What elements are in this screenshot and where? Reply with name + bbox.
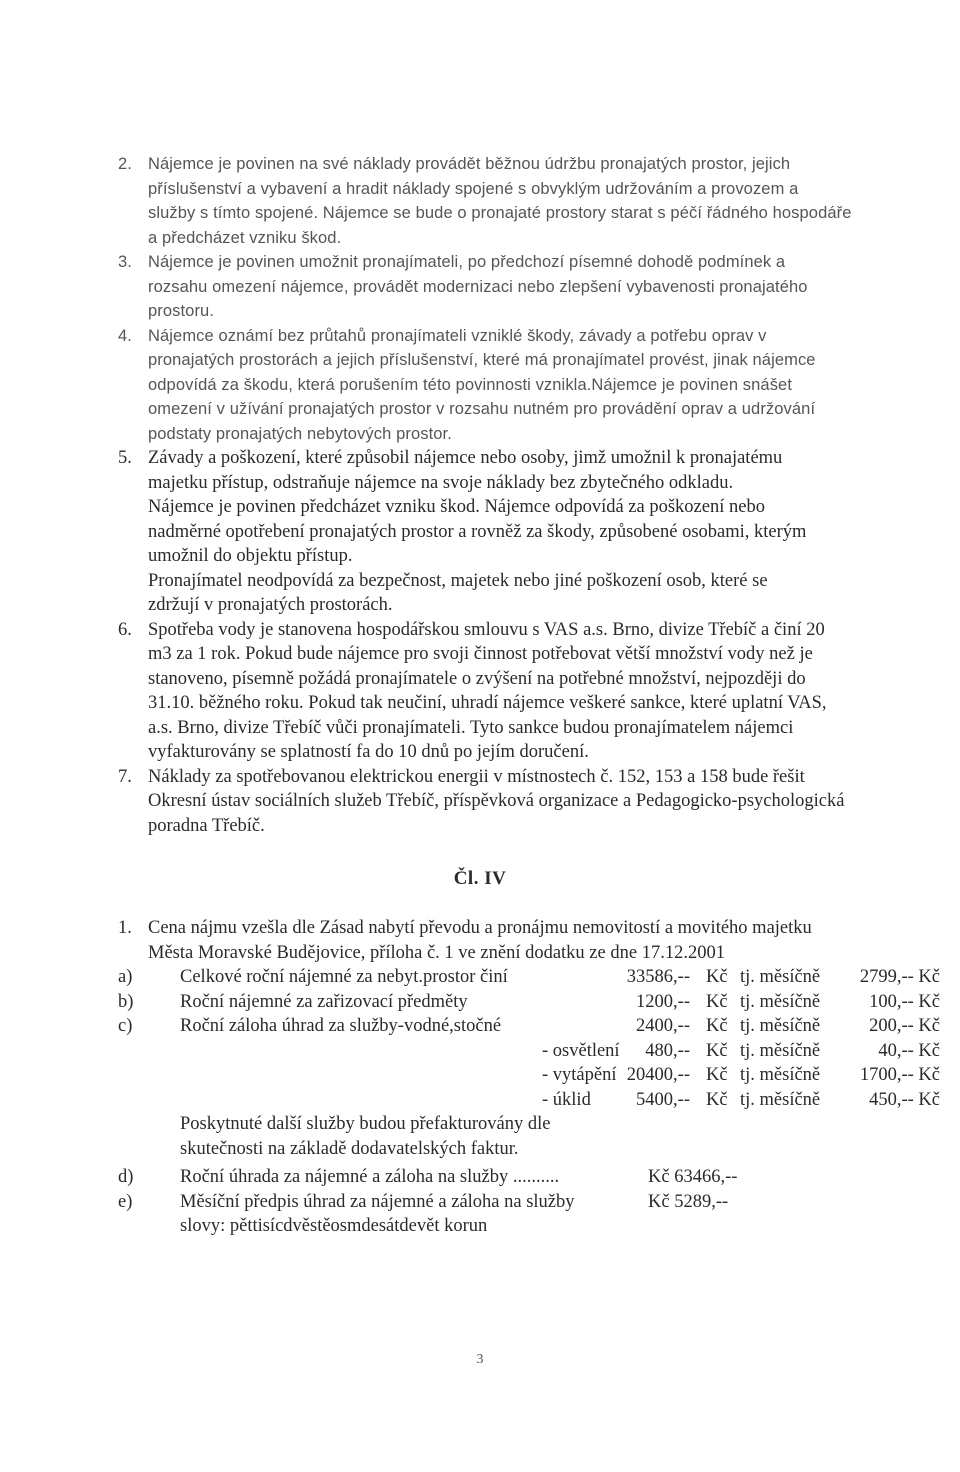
row-d-value: Kč 63466,-- (648, 1167, 738, 1187)
note-line-1 (110, 1112, 940, 1137)
list-item-number: 3. (118, 253, 132, 271)
list-item-line: Náklady za spotřebovanou elektrickou energii v místnostech č. 152, 153 a 158 bude řešit (148, 766, 805, 787)
list-item-line: 31.10. běžného roku. Pokud tak neučiní, uhradí nájemce veškeré sankce, které uplatní VAS, (148, 693, 827, 713)
list-item-line: prostoru. (148, 302, 215, 320)
list-item-line: Okresní ústav sociálních služeb Třebíč, příspěvková organizace a Pedagogicko-psychologická (148, 791, 845, 811)
price-row-tj: tj. měsíčně (740, 1089, 821, 1110)
price-row-desc: Roční záloha úhrad za služby-vodné,stočné (180, 1016, 502, 1036)
note-line-2 (110, 1137, 940, 1162)
list-item-line: podstaty pronajatých nebytových prostor. (148, 424, 452, 443)
price-row-amount: 5400,-- (636, 1089, 690, 1110)
list-item-line: poradna Třebíč. (148, 815, 265, 836)
price-row-amount: 33586,-- (626, 967, 690, 987)
price-row-cur: Kč (706, 991, 728, 1012)
list-item-line: a předcházet vzniku škod. (148, 228, 342, 247)
price-row-tj: tj. měsíčně (740, 1065, 821, 1085)
list-item (110, 618, 930, 765)
list-item (110, 152, 930, 250)
list-item-line: Spotřeba vody je stanovena hospodářskou smlouvu s VAS a.s. Brno, divize Třebíč a činí 20 (148, 619, 825, 640)
section-heading: Čl. IV (453, 868, 507, 889)
list-item-line: majetku přístup, odstraňuje nájemce na svoje náklady bez zbytečného odkladu. (148, 472, 734, 493)
price-row-desc: Roční nájemné za zařizovací předměty (180, 991, 468, 1012)
price-row-monthly: 2799,-- Kč (859, 967, 940, 987)
row-d-text: Roční úhrada za nájemné a záloha na služby .......... (180, 1167, 560, 1187)
item-1-text-2: Města Moravské Budějovice, příloha č. 1 ve znění dodatku ze dne 17.12.2001 (148, 942, 725, 963)
list-item-line: m3 za 1 rok. Pokud bude nájemce pro svoji činnost potřebovat větší množství vody než je (148, 644, 813, 664)
price-row (110, 965, 940, 990)
item-1-line-2 (110, 941, 940, 966)
list-item-line: Závady a poškození, které způsobil nájemce nebo osoby, jimž umožnil k pronajatému (148, 448, 783, 468)
list-item-line: a.s. Brno, divize Třebíč vůči pronajímateli. Tyto sankce budou pronajímatelem nájemci (148, 717, 794, 738)
row-words (110, 1214, 940, 1239)
page-number: 3 (476, 1352, 484, 1367)
note-text-2: skutečnosti na základě dodavatelských faktur. (180, 1138, 519, 1159)
item-1-text-1: Cena nájmu vzešla dle Zásad nabytí převodu a pronájmu nemovitostí a movitého majetku (148, 918, 812, 938)
list-item-line: stanoveno, písemně požádá pronajímatele o zvýšení na potřebné množství, nejpozději do (148, 668, 806, 689)
price-row-monthly: 1700,-- Kč (859, 1065, 940, 1085)
price-row (110, 990, 940, 1015)
price-row-label: a) (118, 967, 133, 987)
row-d (110, 1165, 940, 1190)
price-row-monthly: 40,-- Kč (878, 1040, 940, 1061)
price-row-monthly: 450,-- Kč (869, 1089, 940, 1110)
price-row-label: b) (118, 991, 134, 1012)
price-row-tj: tj. měsíčně (740, 1040, 821, 1061)
list-item-line: omezení v užívání pronajatých prostor v rozsahu nutném pro provádění oprav a udržování (148, 400, 816, 418)
price-row (110, 1063, 940, 1088)
amount-in-words: slovy: pěttisícdvěstěosmdesátdevět korun (180, 1216, 488, 1236)
list-item-line: nadměrné opotřebení pronajatých prostor a rovněž za škody, způsobené osobami, kterým (148, 521, 807, 542)
list-item-number: 4. (118, 326, 132, 345)
list-item-line: Nájemce je povinen předcházet vzniku škod. Nájemce odpovídá za poškození nebo (148, 497, 765, 517)
price-row-monthly: 200,-- Kč (869, 1016, 940, 1036)
price-row-amount: 20400,-- (626, 1065, 690, 1085)
item-1-line-1 (110, 916, 940, 941)
list-item (110, 250, 930, 324)
price-row (110, 1088, 940, 1113)
list-item-number: 2. (118, 155, 132, 173)
list-item-number: 5. (118, 448, 132, 468)
price-row-cur: Kč (706, 1065, 728, 1085)
item-1-number: 1. (118, 918, 132, 938)
list-item-number: 6. (118, 619, 132, 640)
price-row-label: c) (118, 1016, 133, 1036)
price-row-monthly: 100,-- Kč (869, 991, 940, 1012)
list-item-line: umožnil do objektu přístup. (148, 546, 353, 566)
price-row-desc: - osvětlení (542, 1040, 620, 1061)
note-text-1: Poskytnuté další služby budou přefakturovány dle (180, 1114, 551, 1134)
list-item-line: Nájemce oznámí bez průtahů pronajímateli vzniklé škody, závady a potřebu oprav v (148, 326, 767, 345)
price-row-tj: tj. měsíčně (740, 967, 821, 987)
list-item-line: vyfakturovány se splatností fa do 10 dnů po jejím doručení. (148, 742, 589, 762)
price-row-tj: tj. měsíčně (740, 991, 821, 1012)
list-item (110, 324, 930, 447)
price-row-cur: Kč (706, 1040, 728, 1061)
list-item-number: 7. (118, 766, 132, 787)
price-row-desc: - úklid (542, 1089, 591, 1110)
row-d-label: d) (118, 1167, 134, 1187)
price-row-tj: tj. měsíčně (740, 1016, 821, 1036)
price-row-cur: Kč (706, 1089, 728, 1110)
list-item (110, 765, 930, 839)
row-e (110, 1190, 940, 1215)
list-item-line: pronajatých prostorách a jejich příslušenství, které má pronajímatel provést, jinak nájemce (148, 351, 816, 369)
list-item-line: Pronajímatel neodpovídá za bezpečnost, majetek nebo jiné poškození osob, které se (148, 570, 768, 591)
price-rows (110, 965, 940, 1112)
list-item (110, 446, 930, 618)
price-row (110, 1014, 940, 1039)
row-e-label: e) (118, 1191, 133, 1212)
price-row (110, 1039, 940, 1064)
price-row-amount: 480,-- (645, 1040, 690, 1061)
list-item-line: služby s tímto spojené. Nájemce se bude o pronajaté prostory starat s péčí řádného hospodáře (148, 204, 852, 222)
list-item-line: rozsahu omezení nájemce, provádět modernizaci nebo zlepšení vybavenosti pronajatého (148, 277, 808, 296)
list-item-line: odpovídá za škodu, která porušením této povinnosti vznikla.Nájemce je povinen snášet (148, 375, 793, 394)
price-row-cur: Kč (706, 1016, 728, 1036)
numbered-list (110, 152, 930, 838)
list-item-line: zdržují v pronajatých prostorách. (148, 595, 393, 615)
price-row-desc: Celkové roční nájemné za nebyt.prostor činí (180, 967, 508, 987)
price-row-amount: 2400,-- (636, 1016, 690, 1036)
list-item-line: příslušenství a vybavení a hradit náklady spojené s obvyklým udržováním a provozem a (148, 179, 799, 198)
price-row-desc: - vytápění (542, 1065, 617, 1085)
list-item-line: Nájemce je povinen na své náklady provádět běžnou údržbu pronajatých prostor, jejich (148, 155, 791, 173)
price-row-cur: Kč (706, 967, 728, 987)
price-row-amount: 1200,-- (636, 991, 690, 1012)
price-section (110, 916, 940, 1239)
list-item-line: Nájemce je povinen umožnit pronajímateli, po předchozí písemné dohodě podmínek a (148, 253, 786, 271)
row-e-value: Kč 5289,-- (648, 1191, 729, 1212)
row-e-text: Měsíční předpis úhrad za nájemné a záloha na služby (180, 1191, 575, 1212)
